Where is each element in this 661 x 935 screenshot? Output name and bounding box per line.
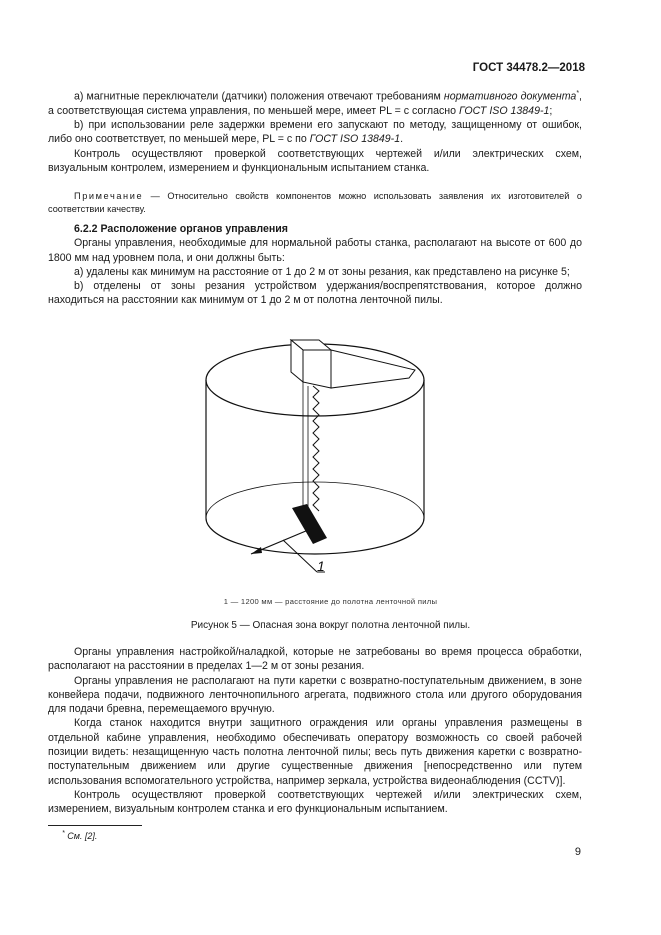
figure-danger-zone — [195, 318, 445, 578]
note-label: Примечание — [74, 191, 144, 201]
figure-legend: 1 — 1200 мм — расстояние до полотна ленточной пилы — [223, 597, 438, 606]
paragraph-control-2: Контроль осуществляют проверкой соответствующих чертежей и/или электрических схем, измерением, визуальным контролем станка и его функциональным испытанием. — [48, 788, 582, 816]
footnote: * См. [2]. — [62, 830, 98, 841]
section-heading: 6.2.2 Расположение органов управления — [74, 223, 288, 235]
band-saw-guide — [291, 340, 415, 388]
document-header: ГОСТ 34478.2—2018 — [472, 62, 585, 74]
footnote-ref: * — [576, 90, 580, 97]
normative-doc-link: нормативного документа — [443, 90, 577, 103]
section-adjustment-controls — [48, 645, 582, 817]
section-switches — [48, 87, 582, 175]
lower-blade-guide — [292, 504, 327, 544]
paragraph-b-relay: b) при использовании реле задержки времени его запускают по методу, защищенному от ошибок, либо оно соответствует, по меньшей мере, PL = c по ГОСТ ISO 13849-1. — [48, 119, 582, 146]
figure-caption: Рисунок 5 — Опасная зона вокруг полотна ленточной пилы. — [190, 620, 471, 631]
callout-label: 1 — [317, 558, 325, 574]
note-block — [48, 190, 582, 216]
paragraph-b-barrier: b) отделены от зоны резания устройством удержания/воспрепятствования, которое должно находиться на расстоянии как минимум от 1 до 2 м от полотна ленточной пилы. — [48, 280, 582, 307]
paragraph-control: Контроль осуществляют проверкой соответствующих чертежей и/или электрических схем, визуальным контролем, измерением и функциональным испытанием станка. — [48, 147, 582, 175]
saw-blade-teeth — [313, 386, 319, 511]
footnote-divider — [48, 825, 142, 826]
paragraph-carriage-path: Органы управления не располагают на пути каретки с возвратно-поступательным движением, в зоне конвейера подачи, подвижного ленточнопильного агрегата, подвижного стола или другого оборудования для подачи бревна, перемещаемого вручную. — [48, 674, 582, 716]
note-text: — Относительно свойств компонентов можно использовать заявления их изготовителей о соответствии качеству. — [48, 191, 582, 214]
paragraph-a-switches: а) магнитные переключатели (датчики) положения отвечают требованиям нормативного документа*, а соответствующая система управления, по меньшей мере, имеет PL = c согласно ГОСТ ISO 13849-1; — [48, 90, 582, 117]
paragraph-adjustment: Органы управления настройкой/наладкой, которые не затребованы во время процесса обработки, располагают на расстоянии в пределах 1—2 м от зоны резания. — [48, 646, 582, 673]
section-6-2-2 — [48, 222, 582, 308]
paragraph-a-distance: а) удалены как минимум на расстояние от 1 до 2 м от зоны резания, как представлено на рисунке 5; — [74, 265, 570, 278]
paragraph-controls-height: Органы управления, необходимые для нормальной работы станка, располагают на высоте от 600 до 1800 мм над уровнем пола, и они должны быть: — [48, 237, 582, 264]
standard-ref: ГОСТ ISO 13849-1 — [458, 104, 550, 117]
callout-leader — [283, 540, 317, 572]
standard-ref: ГОСТ ISO 13849-1 — [309, 133, 401, 146]
page-number: 9 — [574, 846, 581, 858]
paragraph-visibility: Когда станок находится внутри защитного ограждения или органы управления размещены в отдельной кабине управления, необходимо обеспечивать оператору возможность со своей рабочей позиции видеть: незащищенную часть полотна ленточной пилы; весь путь движения каретки с возвратно-поступательным движением или другие существенные движения [непосредственно или путем использования вспомогательного устройства, например зеркала, устройства видеонаблюдения (CCTV)]. — [48, 717, 582, 787]
